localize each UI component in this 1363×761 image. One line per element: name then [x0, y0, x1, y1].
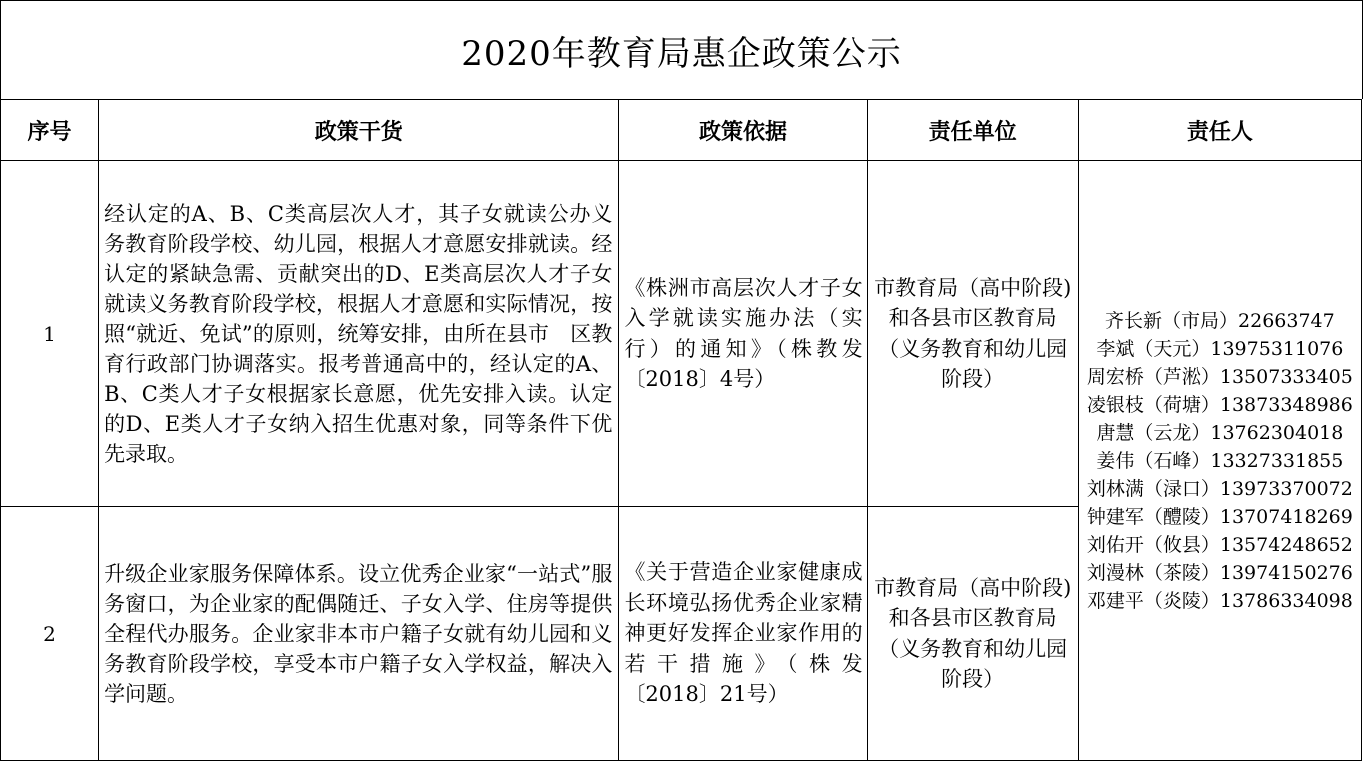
header-person: 责任人 [1078, 100, 1361, 161]
policy-basis: 《株洲市高层次人才子女入学就读实施办法（实行）的通知》（株教发〔2018〕4号） [619, 161, 867, 507]
policy-content: 经认定的A、B、C类高层次人才，其子女就读公办义务教育阶段学校、幼儿园，根据人才意愿安排就读。经认定的紧缺急需、贡献突出的D、E类高层次人才子女就读义务教育阶段学校，根据人才意愿和实际情况，按照“就近、免试”的原则，统筹安排，由所在县市 区教育行政部门协调落实。报考普通高中的，经认定的A、B、C类人才子女根据家长意愿，优先安排入读。认定的D、E类人才子女纳入招生优惠对象，同等条件下优先录取。 [99, 161, 619, 507]
policy-basis: 《关于营造企业家健康成长环境弘扬优秀企业家精神更好发挥企业家作用的若干措施》（株发〔2018〕21号） [619, 507, 867, 761]
table-row [1, 161, 1362, 507]
person-entry: 齐长新（市局）22663747 [1105, 309, 1335, 332]
person-entry: 刘漫林（茶陵）13974150276 [1086, 561, 1353, 584]
header-content: 政策干货 [99, 100, 619, 161]
responsible-persons [1078, 161, 1361, 761]
header-row [1, 100, 1362, 161]
person-entry: 李斌（天元）13975311076 [1096, 337, 1344, 360]
person-entry: 周宏桥（芦淞）13507333405 [1086, 365, 1353, 388]
person-entry: 凌银枝（荷塘）13873348986 [1086, 393, 1353, 416]
person-entry: 姜伟（石峰）13327331855 [1096, 449, 1344, 472]
person-entry: 邓建平（炎陵）13786334098 [1086, 589, 1353, 612]
row-number: 1 [1, 161, 99, 507]
policy-content: 升级企业家服务保障体系。设立优秀企业家“一站式”服务窗口，为企业家的配偶随迁、子女入学、住房等提供全程代办服务。企业家非本市户籍子女就有幼儿园和义务教育阶段学校，享受本市户籍子女入学权益，解决入学问题。 [99, 507, 619, 761]
person-entry: 刘林满（渌口）13973370072 [1086, 477, 1353, 500]
person-entry: 刘佑开（攸县）13574248652 [1086, 533, 1353, 556]
policy-table [0, 99, 1362, 761]
header-no: 序号 [1, 100, 99, 161]
header-basis: 政策依据 [619, 100, 867, 161]
header-unit: 责任单位 [867, 100, 1078, 161]
page-title: 2020年教育局惠企政策公示 [0, 0, 1363, 99]
responsible-unit: 市教育局（高中阶段)和各县市区教育局（义务教育和幼儿园阶段） [867, 507, 1078, 761]
person-entry: 唐慧（云龙）13762304018 [1096, 421, 1344, 444]
row-number: 2 [1, 507, 99, 761]
person-entry: 钟建军（醴陵）13707418269 [1086, 505, 1353, 528]
responsible-unit: 市教育局（高中阶段)和各县市区教育局（义务教育和幼儿园阶段） [867, 161, 1078, 507]
